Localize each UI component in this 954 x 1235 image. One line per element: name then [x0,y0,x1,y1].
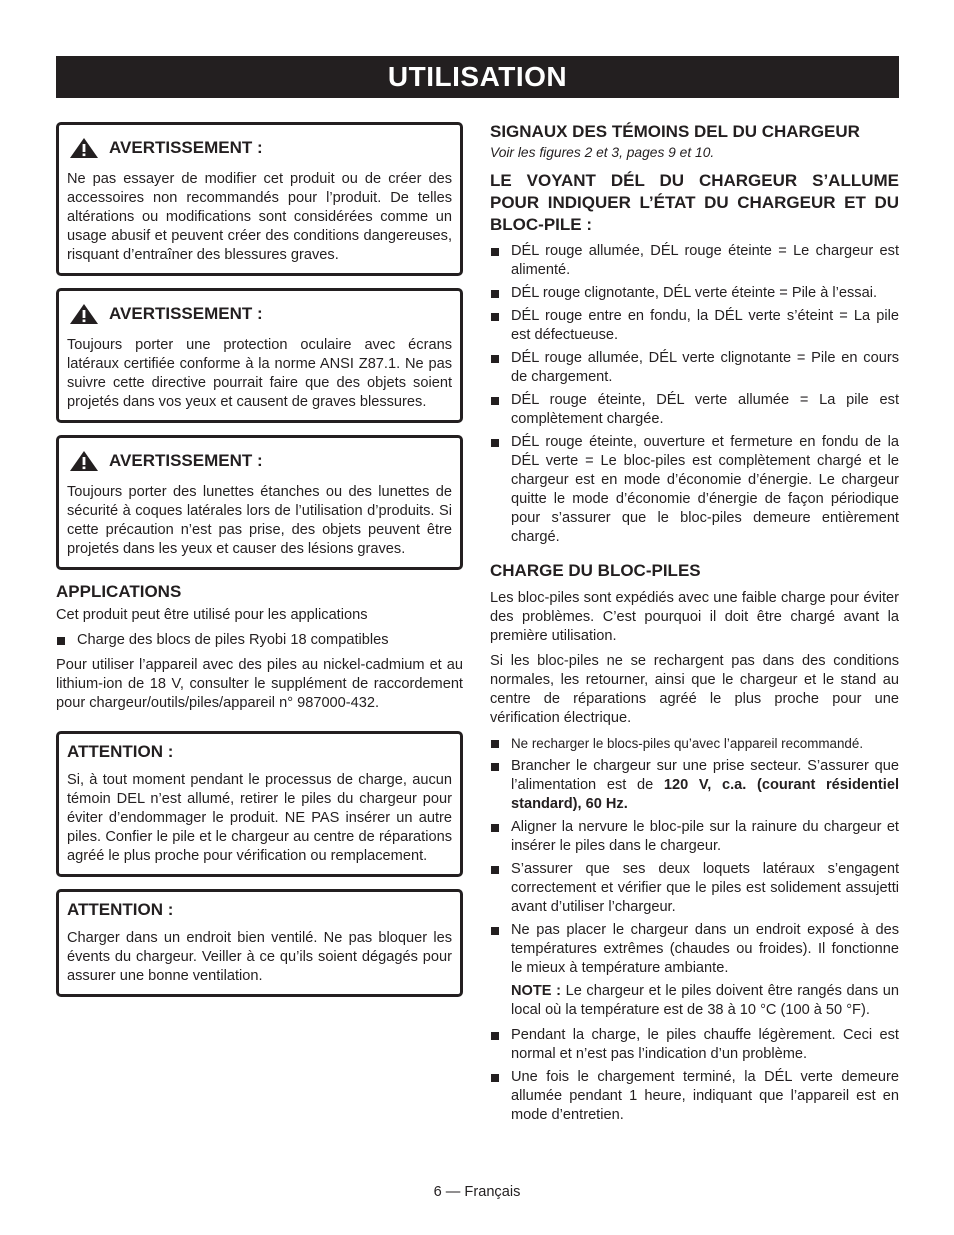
page-title-banner: UTILISATION [56,56,899,98]
warning-title: AVERTISSEMENT : [109,138,263,157]
list-item: Pendant la charge, le piles chauffe légèrement. Ceci est normal et n’est pas l’indication d’un problème. [490,1026,899,1064]
charge-paragraph-2: Si les bloc-piles ne se rechargent pas dans des conditions normales, les retourner, ainsi que le chargeur et le stand au centre de réparations agréé le plus proche pour une vérification électrique. [490,653,899,726]
list-item: DÉL rouge allumée, DÉL rouge éteinte = Le chargeur est alimenté. [490,242,899,280]
square-bullet-icon [491,313,499,321]
square-bullet-icon [491,1074,499,1082]
square-bullet-icon [491,290,499,298]
list-item: S’assurer que ses deux loquets latéraux s’engagent correctement et vérifier que le piles est solidement assujetti avant d’utiliser l’chargeur. [490,860,899,917]
warning-box-1 [56,122,463,276]
square-bullet-icon [491,740,499,748]
charge-list-2 [490,1026,899,1125]
left-column [56,122,463,1009]
warning-triangle-icon [69,303,99,325]
square-bullet-icon [491,248,499,256]
list-item: Ne pas placer le chargeur dans un endroit exposé à des températures extrêmes (chaudes ou froides). Il fonctionne le mieux à température ambiante. [490,921,899,978]
warning-header [67,303,452,325]
list-item: Brancher le chargeur sur une prise secteur. S’assurer que l’alimentation est de 120 V, c.a. (courant résidentiel standard), 60 Hz. [490,757,899,814]
applications-list [56,631,463,650]
warning-title: AVERTISSEMENT : [109,304,263,323]
warning-text: Ne pas essayer de modifier cet produit ou de créer des accessoires non recommandés pour l’produit. De telles altérations ou modifications sont considérées comme un usage abusif et peuvent créer des conditions dangereuses, risquant d’entraîner des blessures graves. [67,171,452,263]
signals-subheading: Voir les figures 2 et 3, pages 9 et 10. [490,145,715,160]
attention-box-2 [56,889,463,997]
voltage-spec: 120 V, c.a. (courant résidentiel standard), 60 Hz. [511,777,900,812]
charge-heading: CHARGE DU BLOC-PILES [490,561,701,580]
note-text: Le chargeur et le piles doivent être rangés dans un local où la température est de 38 à 10 °C (100 à 50 °F). [511,983,899,1018]
attention-box-1 [56,731,463,877]
charge-note [511,982,899,1020]
square-bullet-icon [491,763,499,771]
square-bullet-icon [491,355,499,363]
warning-text: Toujours porter des lunettes étanches ou des lunettes de sécurité à coques latérales lors de l’utilisation d’produits. Si cette précaution n’est pas prise, des objets peuvent être projetés dans les yeux et causer des lésions graves. [67,484,452,557]
warning-header [67,137,452,159]
square-bullet-icon [57,637,65,645]
charge-paragraph-1: Les bloc-piles sont expédiés avec une faible charge pour éviter des problèmes. C’est pourquoi il doit être chargé avant la première utilisation. [490,590,899,644]
applications-paragraph: Pour utiliser l’appareil avec des piles au nickel-cadmium et au lithium-ion de 18 V, consulter le supplément de raccordement pour chargeur/outils/piles/appareil n° 987000-432. [56,657,463,711]
attention-text: Charger dans un endroit bien ventilé. Ne pas bloquer les évents du chargeur. Veiller à ce qu’ils soient dégagés pour assurer une bonne ventilation. [67,930,452,984]
signals-heading-2: LE VOYANT DÉL DU CHARGEUR S’ALLUME POUR INDIQUER L’ÉTAT DU CHARGEUR ET DU BLOC-PILE : [490,171,899,234]
square-bullet-icon [491,1032,499,1040]
list-item: DÉL rouge éteinte, ouverture et fermeture en fondu de la DÉL verte = Le bloc-piles est complètement chargé et le chargeur est en mode d’économie d’énergie. Le chargeur quitte le mode d’économie d’énergie de façon périodique pour s’assurer que le bloc-piles demeure entièrement chargé. [490,433,899,547]
charge-list [490,734,899,978]
applications-intro: Cet produit peut être utilisé pour les applications [56,607,368,623]
list-item: Une fois le chargement terminé, la DÉL verte demeure allumée pendant 1 heure, indiquant que l’appareil est en mode d’entretien. [490,1068,899,1125]
right-column [490,122,899,1131]
list-item: Aligner la nervure le bloc-pile sur la rainure du chargeur et insérer le piles dans le chargeur. [490,818,899,856]
list-item: Charge des blocs de piles Ryobi 18 compatibles [56,631,463,650]
square-bullet-icon [491,927,499,935]
warning-triangle-icon [69,137,99,159]
note-label: NOTE : [511,983,561,999]
attention-text: Si, à tout moment pendant le processus de charge, aucun témoin DEL n’est allumé, retirer le piles du chargeur pour éviter d’endommager le produit. NE PAS insérer un autre piles. Confier le pile et le chargeur au centre de réparations agréé le plus proche pour vérification ou remplacement. [67,772,452,864]
list-item: DÉL rouge allumée, DÉL verte clignotante = Pile en cours de chargement. [490,349,899,387]
list-item: Ne recharger le blocs-piles qu’avec l’appareil recommandé. [490,734,899,753]
page-footer: 6 — Français [433,1184,521,1200]
square-bullet-icon [491,824,499,832]
warning-box-3 [56,435,463,570]
applications-heading: APPLICATIONS [56,582,182,601]
signals-heading: SIGNAUX DES TÉMOINS DEL DU CHARGEUR [490,122,860,141]
attention-title: ATTENTION : [67,742,174,761]
square-bullet-icon [491,439,499,447]
warning-title: AVERTISSEMENT : [109,451,263,470]
warning-triangle-icon [69,450,99,472]
list-item: DÉL rouge éteinte, DÉL verte allumée = La pile est complètement chargée. [490,391,899,429]
square-bullet-icon [491,866,499,874]
attention-header [67,900,452,920]
attention-title: ATTENTION : [67,900,174,919]
list-item: DÉL rouge entre en fondu, la DÉL verte s’éteint = La pile est défectueuse. [490,307,899,345]
warning-header [67,450,452,472]
attention-header [67,742,452,762]
warning-text: Toujours porter une protection oculaire avec écrans latéraux certifiée conforme à la norme ANSI Z87.1. Ne pas suivre cette directive pourrait faire que des objets soient projetés dans vos yeux et causent de graves blessures. [67,337,452,410]
warning-box-2 [56,288,463,423]
square-bullet-icon [491,397,499,405]
list-item: DÉL rouge clignotante, DÉL verte éteinte = Pile à l’essai. [490,284,899,303]
signals-list [490,242,899,547]
